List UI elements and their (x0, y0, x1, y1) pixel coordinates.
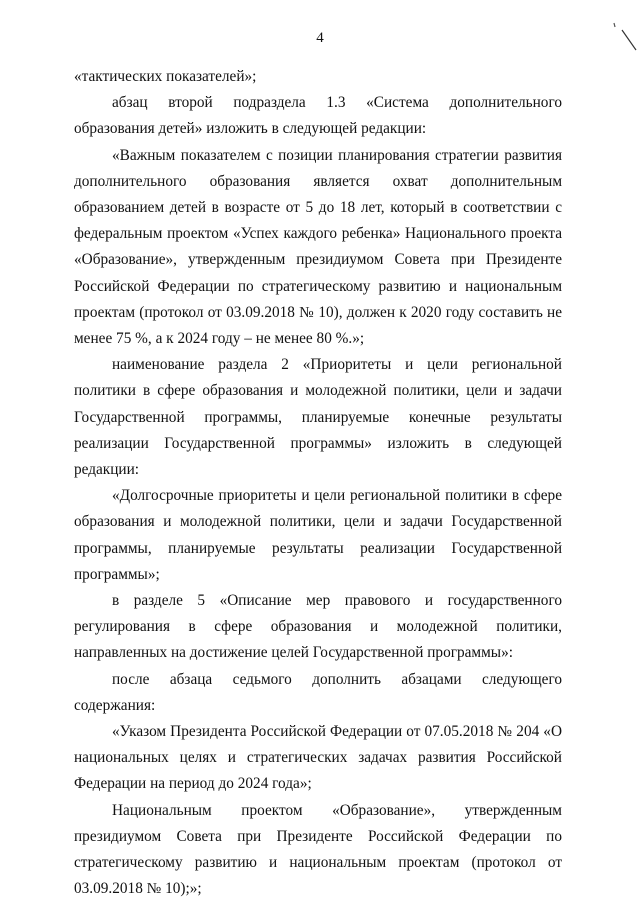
paragraph-2: абзац второй подраздела 1.3 «Система дополнительного образования детей» изложить в следующей редакции: (74, 94, 562, 138)
paragraph-8: «Указом Президента Российской Федерации от 07.05.2018 № 204 «О национальных целях и стратегических задачах развития Российской Федерации на период до 2024 года»; (74, 723, 562, 793)
paragraph-5: «Долгосрочные приоритеты и цели региональной политики в сфере образования и молодежной политики, цели и задачи Государственной программы, планируемые результаты реализации Государственной программы»; (74, 487, 562, 583)
page-number: 4 (316, 30, 324, 46)
paragraph-1: «тактических показателей»; (74, 68, 257, 85)
paragraph-4: наименование раздела 2 «Приоритеты и цели региональной политики в сфере образования и молодежной политики, цели и задачи Государственной программы, планируемые конечные результаты реализации Государственной программы» изложить в следующей редакции: (74, 356, 562, 479)
paragraph-3: «Важным показателем с позиции планирования стратегии развития дополнительного образования является охват дополнительным образованием детей в возрасте от 5 до 18 лет, который в соответствии с федеральным проектом «Успех каждого ребенка» Национального проекта «Образование», утвержденным президиумом Совета при Президенте Российской Федерации по стратегическому развитию и национальным проектам (протокол от 03.09.2018 № 10), должен к 2020 году составить не менее 75 %, а к 2024 году – не менее 80 %.»; (74, 146, 562, 348)
paragraph-6: в разделе 5 «Описание мер правового и государственного регулирования в сфере образования и молодежной политики, направленных на достижение целей Государственной программы»: (74, 592, 562, 662)
document-body (74, 64, 562, 903)
scan-mark-icon (612, 22, 640, 52)
paragraph-7: после абзаца седьмого дополнить абзацами следующего содержания: (74, 670, 562, 714)
paragraph-9: Национальным проектом «Образование», утвержденным президиумом Совета при Президенте Российской Федерации по стратегическому развитию и национальным проектам (протокол от 03.09.2018 № 10);»; (74, 801, 562, 898)
